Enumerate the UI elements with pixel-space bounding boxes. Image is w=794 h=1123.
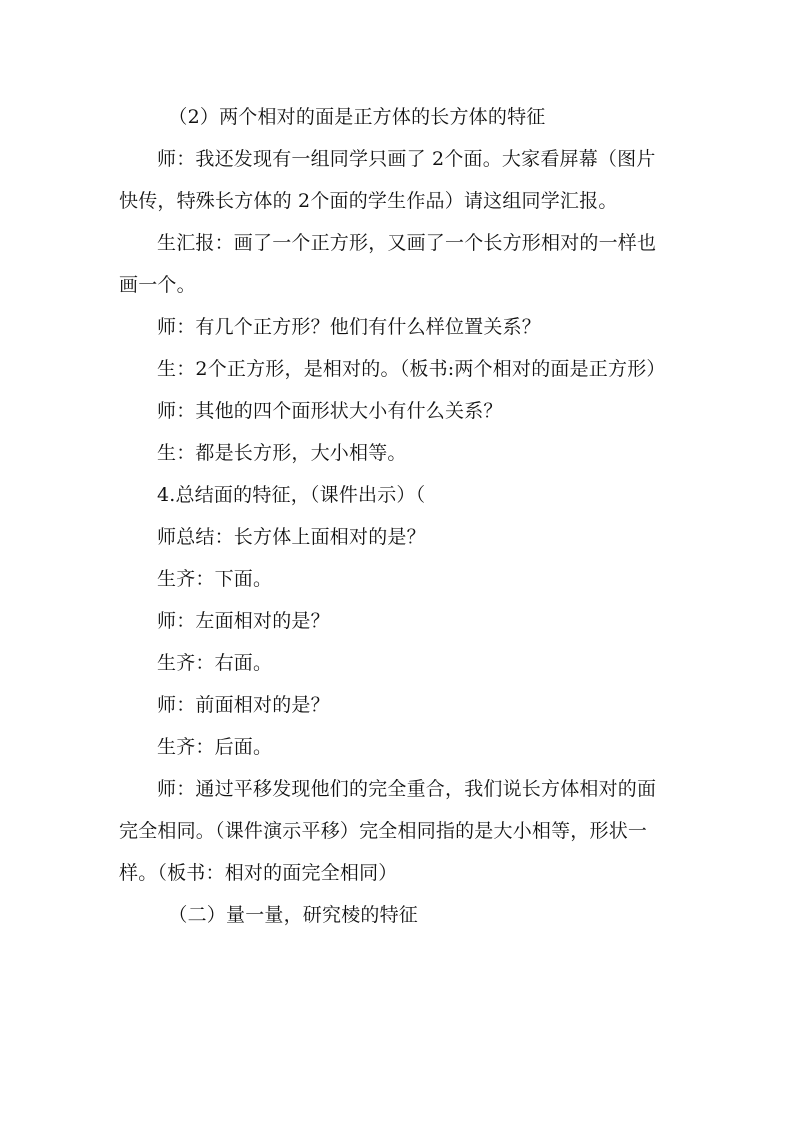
paragraph: 师：我还发现有一组同学只画了 2个面。大家看屏幕（图片快传，特殊长方体的 2个面的学生作品）请这组同学汇报。 [119, 148, 656, 212]
paragraph: 师：其他的四个面形状大小有什么关系？ [157, 400, 503, 422]
paragraph: 生齐：下面。 [157, 568, 273, 590]
paragraph: 生齐：后面。 [157, 736, 273, 758]
paragraph: 师总结：长方体上面相对的是？ [157, 526, 426, 548]
paragraph: 师：有几个正方形？他们有什么样位置关系？ [157, 316, 542, 338]
paragraph: 4.总结面的特征，（课件出示）（ [157, 484, 426, 506]
paragraph: 师：左面相对的是？ [157, 610, 330, 632]
paragraph: 生：2个正方形，是相对的。（板书:两个相对的面是正方形） [157, 358, 666, 380]
paragraph: 生：都是长方形，大小相等。 [157, 442, 407, 464]
paragraph: 师：前面相对的是？ [157, 694, 330, 716]
paragraph: 师：通过平移发现他们的完全重合，我们说长方体相对的面完全相同。（课件演示平移）完全相同指的是大小相等，形状一样。（板书：相对的面完全相同） [119, 778, 657, 884]
document-body [119, 96, 666, 936]
paragraph: 生汇报：画了一个正方形，又画了一个长方形相对的一样也画一个。 [119, 232, 657, 296]
section-heading: （二）量一量，研究棱的特征 [168, 904, 418, 926]
section-heading: （2）两个相对的面是正方体的长方体的特征 [168, 106, 546, 128]
paragraph: 生齐：右面。 [157, 652, 273, 674]
